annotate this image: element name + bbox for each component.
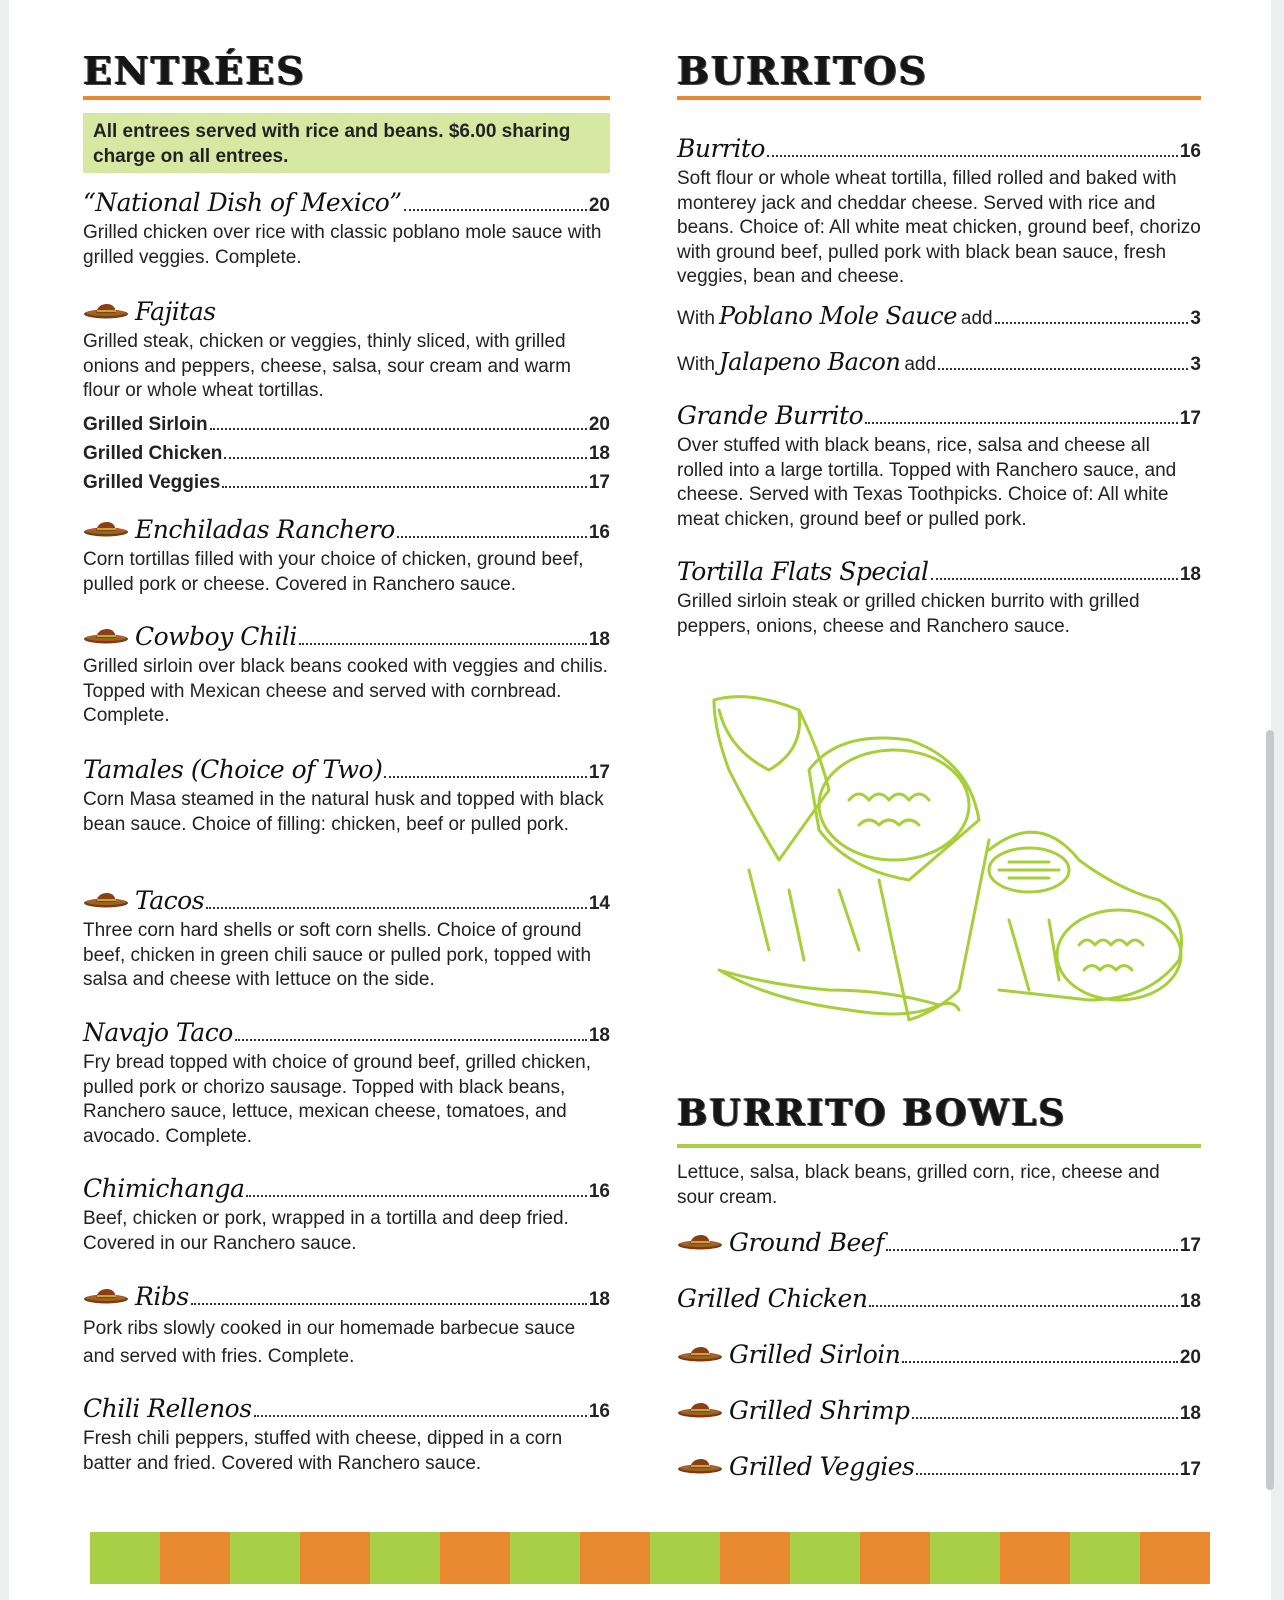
stripe-block [720, 1532, 790, 1584]
scrollbar[interactable] [1266, 730, 1274, 1490]
menu-item [83, 297, 610, 404]
stripe-block [90, 1532, 160, 1584]
item-price: 14 [588, 893, 610, 914]
menu-item [83, 1282, 610, 1371]
item-name: Fajitas [135, 297, 216, 326]
bowls-title: BURRITO BOWLS [677, 1092, 1067, 1134]
menu-item [83, 755, 610, 837]
item-price: 17 [1179, 1459, 1201, 1480]
item-price: 18 [1179, 1403, 1201, 1424]
stripe-block [440, 1532, 510, 1584]
item-desc: Soft flour or whole wheat tortilla, filled rolled and baked with monterey jack and cheddar cheese. Served with rice and beans. Choice of: All white meat chicken, ground beef, chorizo with ground beef, pulled pork with black bean sauce, fresh veggies, bean and cheese. [677, 168, 1201, 287]
item-desc: Pork ribs slowly cooked in our homemade barbecue sauce and served with fries. Complete. [83, 1318, 576, 1367]
stripe-block [1140, 1532, 1210, 1584]
sombrero-icon [677, 1233, 723, 1251]
item-desc: Beef, chicken or pork, wrapped in a tortilla and deep fried. Covered in our Ranchero sauce. [83, 1208, 569, 1254]
sombrero-icon [677, 1345, 723, 1363]
addon-row: With Jalapeno Bacon add 3 [677, 348, 1201, 376]
menu-item [83, 1174, 610, 1256]
item-price: 17 [1179, 408, 1201, 429]
item-name: Ground Beef [729, 1228, 884, 1257]
burritos-title: BURRITOS [677, 48, 929, 93]
stripe-block [790, 1532, 860, 1584]
footer-stripe [90, 1532, 1210, 1584]
item-price: 18 [1179, 564, 1201, 585]
burritos-rule [677, 96, 1201, 100]
item-price: 20 [588, 195, 610, 216]
item-desc: Grilled chicken over rice with classic poblano mole sauce with grilled veggies. Complete. [83, 222, 602, 268]
item-name: Ribs [135, 1282, 189, 1311]
item-name: Grilled Chicken [677, 1284, 868, 1313]
item-name: “National Dish of Mexico” [83, 188, 402, 217]
item-desc: Grilled sirloin over black beans cooked with veggies and chilis. Topped with Mexican cheese and served with cornbread. Complete. [83, 656, 608, 726]
sombrero-icon [83, 627, 129, 645]
item-name: Enchiladas Ranchero [135, 515, 395, 544]
item-price: 20 [1179, 1347, 1201, 1368]
bowls-rule [677, 1144, 1201, 1148]
item-price: 16 [1179, 141, 1201, 162]
menu-item [83, 515, 610, 597]
menu-item [83, 622, 610, 729]
stripe-block [580, 1532, 650, 1584]
menu-page [9, 0, 1271, 1600]
entrees-rule [83, 96, 610, 100]
stripe-block [1000, 1532, 1070, 1584]
stripe-block [1070, 1532, 1140, 1584]
sombrero-icon [83, 891, 129, 909]
item-name: Navajo Taco [83, 1018, 233, 1047]
menu-item [83, 1394, 610, 1476]
menu-item [83, 886, 610, 993]
stripe-block [230, 1532, 300, 1584]
sombrero-icon [677, 1401, 723, 1419]
bowls-desc: Lettuce, salsa, black beans, grilled corn, rice, cheese and sour cream. [677, 1162, 1160, 1208]
item-price: 18 [588, 1289, 610, 1310]
item-price: 16 [588, 1401, 610, 1422]
item-price: 16 [588, 522, 610, 543]
item-name: Cowboy Chili [135, 622, 297, 651]
bowl-item [677, 1284, 1201, 1313]
entrees-title: ENTRÉES [83, 48, 306, 93]
item-price: 17 [1179, 1235, 1201, 1256]
burrito-illustration [709, 690, 1209, 1060]
bowl-item [677, 1396, 1201, 1425]
entrees-note: All entrees served with rice and beans. $6.00 sharing charge on all entrees. [83, 113, 610, 173]
item-desc: Over stuffed with black beans, rice, salsa and cheese all rolled into a large tortilla. Topped with Ranchero sauce, and cheese. Served with Texas Toothpicks. Choice of: All white meat chicken, ground beef or pulled pork. [677, 435, 1177, 530]
item-name: Tortilla Flats Special [677, 557, 929, 586]
stripe-block [510, 1532, 580, 1584]
item-price: 18 [588, 1025, 610, 1046]
item-name: Grilled Veggies [729, 1452, 915, 1481]
item-name: Chimichanga [83, 1174, 245, 1203]
sombrero-icon [677, 1457, 723, 1475]
item-name: Tamales (Choice of Two) [83, 755, 383, 784]
fajita-option: Grilled Sirloin 20 [83, 414, 610, 435]
item-name: Tacos [135, 886, 205, 915]
bowl-item [677, 1452, 1201, 1481]
sombrero-icon [83, 1287, 129, 1305]
menu-item [83, 188, 610, 270]
item-name: Grande Burrito [677, 401, 864, 430]
stripe-block [650, 1532, 720, 1584]
stripe-block [300, 1532, 370, 1584]
menu-item [677, 134, 1201, 290]
bowl-item [677, 1228, 1201, 1257]
item-name: Burrito [677, 134, 765, 163]
addon-row: With Poblano Mole Sauce add 3 [677, 302, 1201, 330]
item-desc: Corn tortillas filled with your choice of chicken, ground beef, pulled pork or cheese. Covered in Ranchero sauce. [83, 549, 584, 595]
stripe-block [860, 1532, 930, 1584]
fajita-option: Grilled Veggies 17 [83, 472, 610, 493]
stripe-block [160, 1532, 230, 1584]
item-desc: Grilled sirloin steak or grilled chicken burrito with grilled peppers, onions, cheese and Ranchero sauce. [677, 591, 1140, 637]
item-desc: Fry bread topped with choice of ground beef, grilled chicken, pulled pork or chorizo sausage. Topped with black beans, Ranchero sauce, lettuce, mexican cheese, tomatoes, and avocado. Complete. [83, 1052, 592, 1147]
item-desc: Corn Masa steamed in the natural husk and topped with black bean sauce. Choice of filling: chicken, beef or pulled pork. [83, 789, 604, 835]
item-desc: Three corn hard shells or soft corn shells. Choice of ground beef, chicken in green chili sauce or pulled pork, topped with salsa and cheese with lettuce on the side. [83, 920, 592, 990]
menu-item [677, 557, 1201, 639]
menu-item [83, 1018, 610, 1149]
fajita-option: Grilled Chicken 18 [83, 443, 610, 464]
sombrero-icon [83, 520, 129, 538]
bowl-item [677, 1340, 1201, 1369]
item-desc: Grilled steak, chicken or veggies, thinly sliced, with grilled onions and peppers, cheese, salsa, sour cream and warm flour or whole wheat tortillas. [83, 331, 571, 401]
item-desc: Fresh chili peppers, stuffed with cheese, dipped in a corn batter and fried. Covered with Ranchero sauce. [83, 1428, 563, 1474]
item-price: 16 [588, 1181, 610, 1202]
item-price: 18 [1179, 1291, 1201, 1312]
item-price: 18 [588, 629, 610, 650]
stripe-block [370, 1532, 440, 1584]
stripe-block [930, 1532, 1000, 1584]
menu-item [677, 401, 1201, 532]
item-price: 17 [588, 762, 610, 783]
sombrero-icon [83, 302, 129, 320]
item-name: Grilled Shrimp [729, 1396, 910, 1425]
item-name: Chili Rellenos [83, 1394, 252, 1423]
item-name: Grilled Sirloin [729, 1340, 901, 1369]
